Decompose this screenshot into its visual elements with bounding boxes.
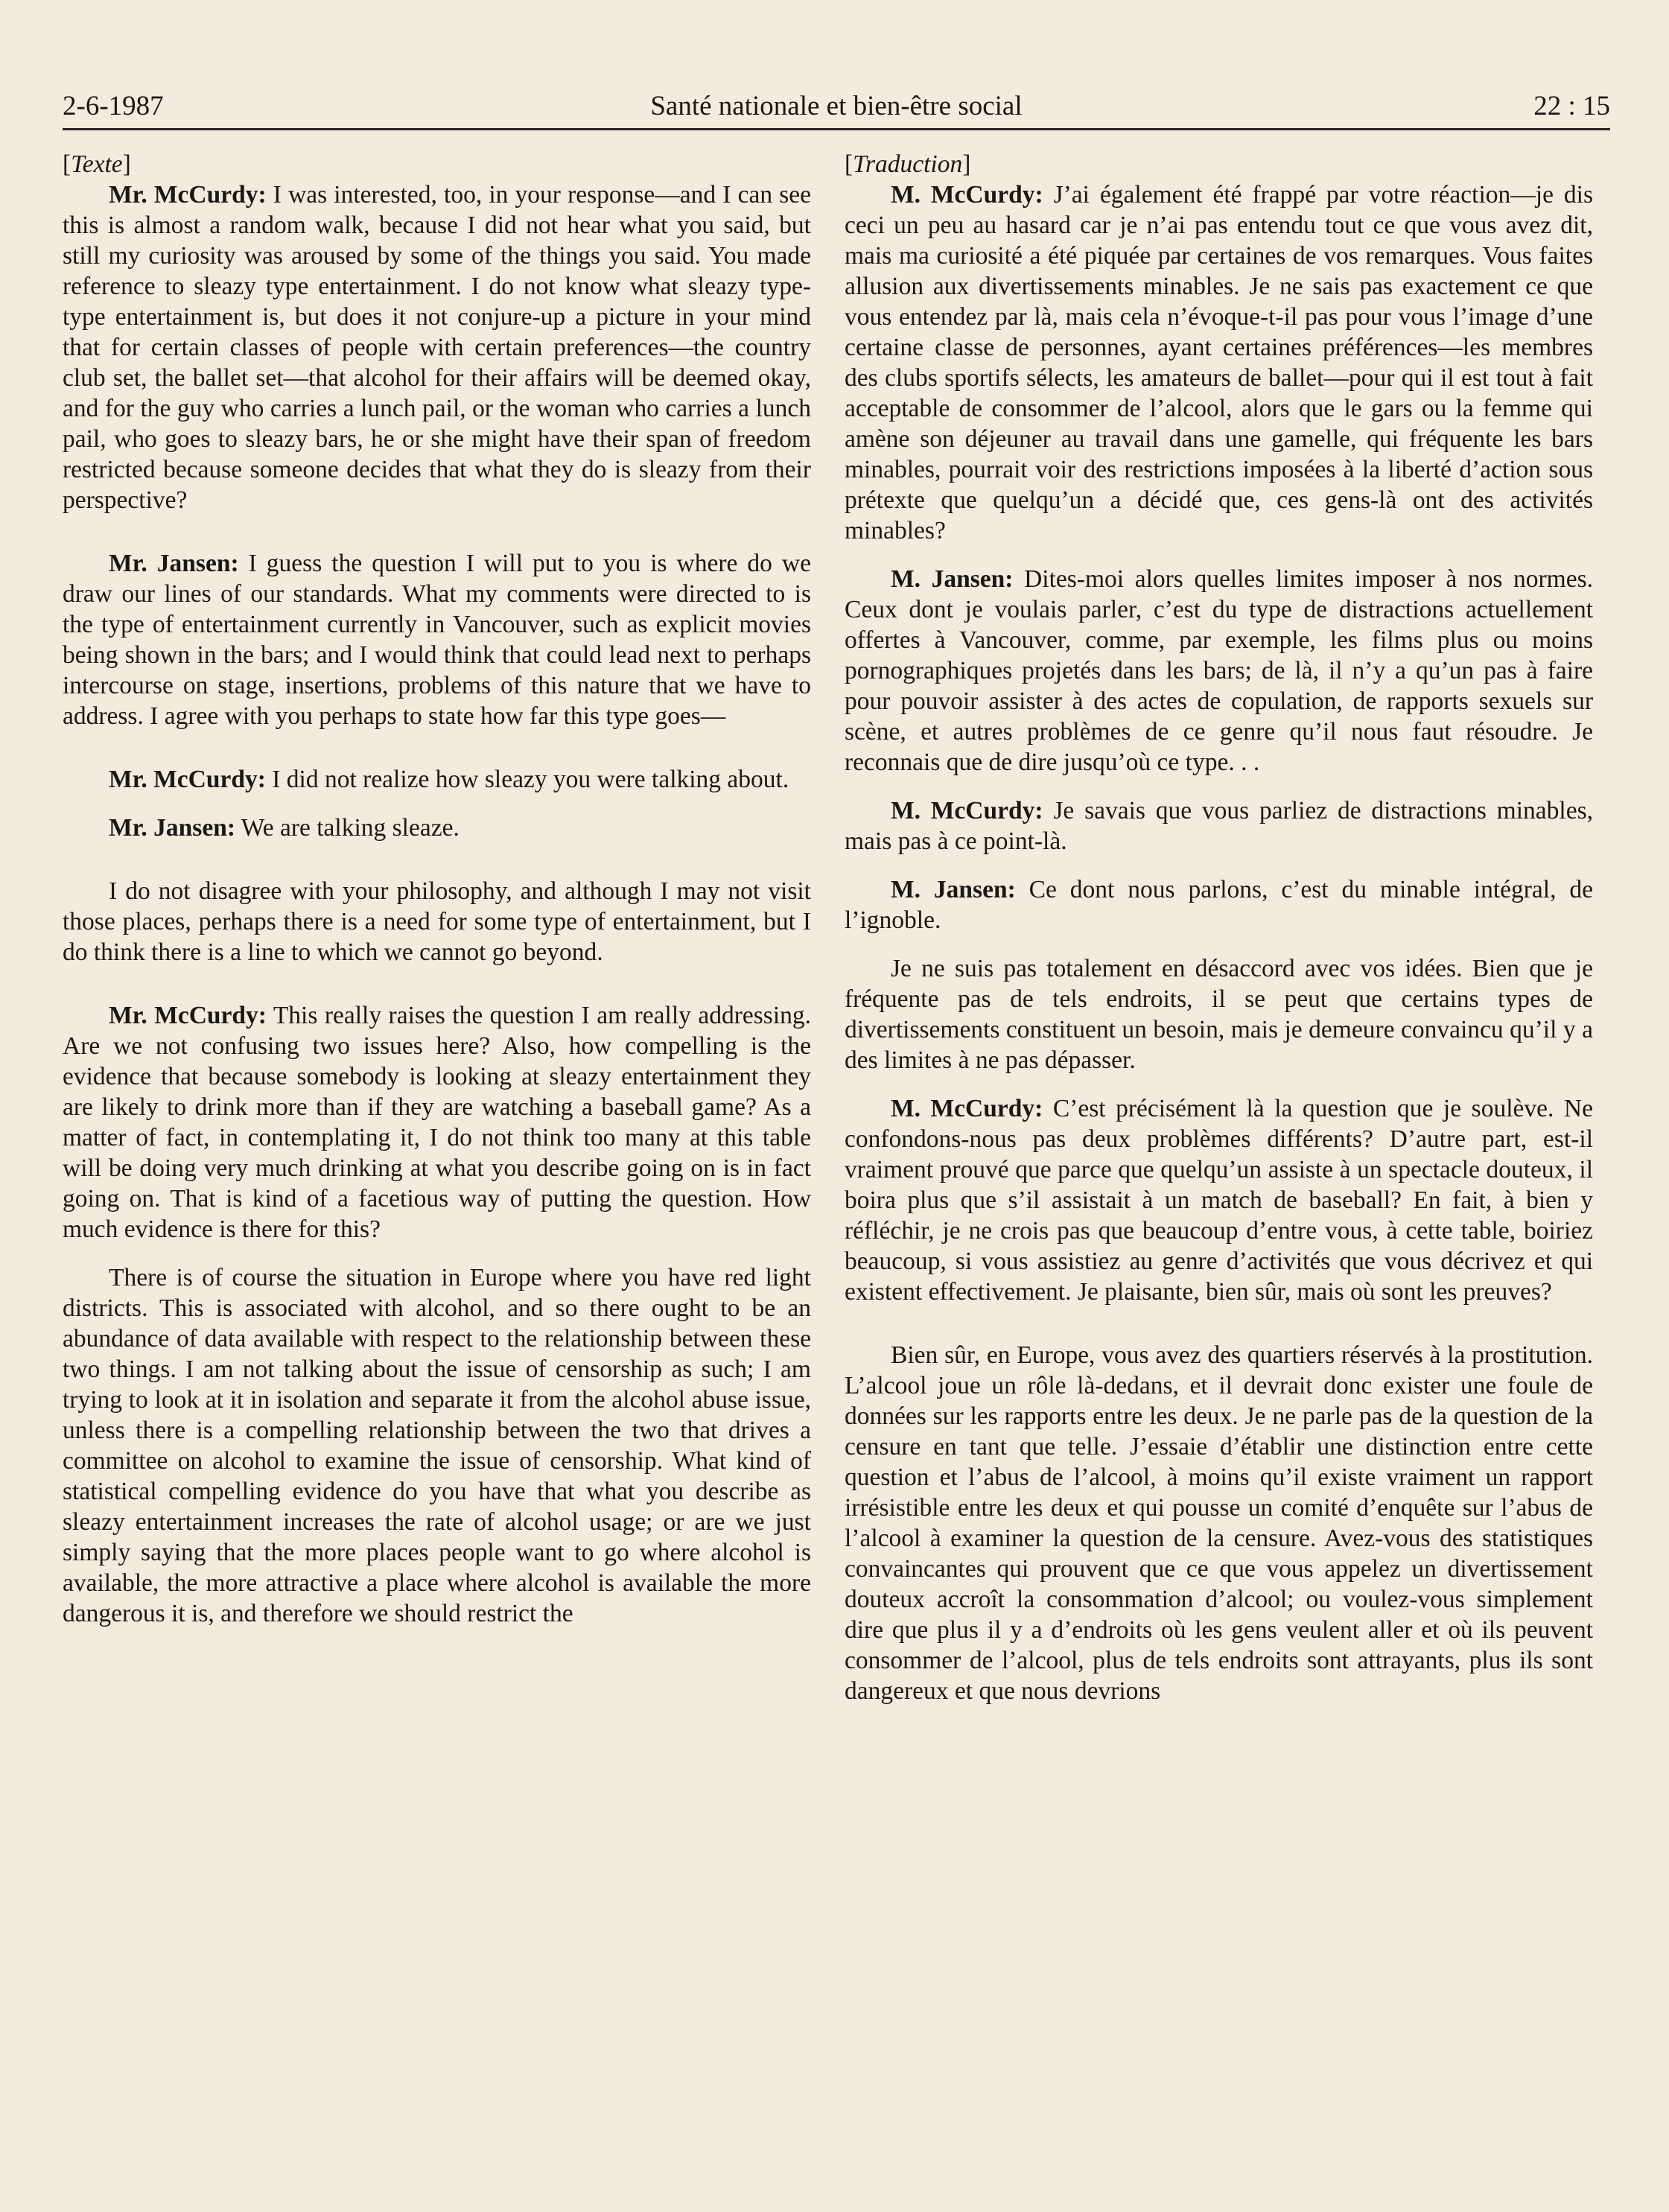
paragraph bbox=[845, 953, 1593, 1075]
paragraph-text: I do not disagree with your philosophy, and although I may not visit those places, perhaps there is a need for some type of entertainment, but I do think there is a line to which we cannot go beyond. bbox=[63, 877, 811, 966]
paragraph bbox=[63, 179, 811, 515]
left-column bbox=[63, 149, 811, 2190]
right-column bbox=[845, 149, 1593, 2190]
paragraph-text: There is of course the situation in Europe where you have red light districts. This is associated with alcohol, and so there ought to be an abundance of data available with respect to the relationship between these two things. I am not talking about the issue of censorship as such; I am trying to look at it in isolation and separate it from the alcohol abuse issue, unless there is a compelling relationship between the two that drives a committee on alcohol to examine the issue of censorship. What kind of statistical compelling evidence do you have that what you describe as sleazy entertainment increases the rate of alcohol usage; or are we just simply saying that the more places people want to go where alcohol is available, the more attractive a place where alcohol is available the more dangerous it is, and therefore we should restrict the bbox=[63, 1264, 811, 1627]
paragraph-text: Je savais que vous parliez de distractions minables, mais pas à ce point-là. bbox=[845, 797, 1593, 855]
paragraph-text: This really raises the question I am really addressing. Are we not confusing two issues here? Also, how compelling is the evidence that because somebody is looking at sleazy entertainment they are likely to drink more than if they are watching a baseball game? As a matter of fact, in contemplating it, I do not think too many at this table will be doing very much drinking at what you describe going on is in fact going on. That is kind of a facetious way of putting the question. How much evidence is there for this? bbox=[63, 1002, 811, 1243]
paragraph-text: I did not realize how sleazy you were talking about. bbox=[265, 766, 789, 793]
speaker-name: M. Jansen: bbox=[891, 565, 1014, 593]
speaker-name: Mr. McCurdy: bbox=[109, 181, 267, 209]
speaker-name: M. McCurdy: bbox=[891, 1095, 1043, 1122]
paragraph-text: Dites-moi alors quelles limites imposer à nos normes. Ceux dont je voulais parler, c’est du type de distractions actuellement offertes à Vancouver, comme, par exemple, les films plus ou moins pornographiques projetés dans les bars; de là, il n’y a qu’un pas à faire pour pouvoir assister à des actes de copulation, de rapports sexuels sur scène, et autres problèmes de ce genre qu’il nous faut résoudre. Je reconnais que de dire jusqu’où ce type. . . bbox=[845, 565, 1593, 776]
paragraph bbox=[845, 874, 1593, 935]
language-tag-right: [Traduction] bbox=[845, 150, 971, 178]
header-title: Santé nationale et bien-être social bbox=[650, 91, 1023, 121]
paragraph bbox=[63, 764, 811, 795]
paragraph bbox=[63, 1262, 811, 1629]
header-rule bbox=[63, 128, 1610, 130]
paragraph bbox=[845, 795, 1593, 856]
speaker-name: Mr. McCurdy: bbox=[109, 1002, 267, 1029]
paragraph-text: Ce dont nous parlons, c’est du minable intégral, de l’ignoble. bbox=[845, 876, 1593, 934]
paragraph-text: Je ne suis pas totalement en désaccord avec vos idées. Bien que je fréquente pas de tels endroits, il se peut que certains types de divertissements constituent un besoin, mais je demeure convaincu qu’il y a des limites à ne pas dépasser. bbox=[845, 955, 1593, 1074]
paragraph bbox=[845, 179, 1593, 546]
speaker-name: Mr. Jansen: bbox=[109, 550, 239, 577]
page-header bbox=[63, 88, 1610, 125]
paragraph-text: Bien sûr, en Europe, vous avez des quartiers réservés à la prostitution. L’alcool joue un rôle là-dedans, et il devrait donc exister une foule de données sur les rapports entre les deux. Je ne parle pas de la question de la censure en tant que telle. J’essaie d’établir une distinction entre cette question et l’abus de l’alcool, à moins qu’il existe vraiment un rapport irrésistible entre les deux et qui pousse un comité d’enquête sur l’abus de l’alcool à examiner la question de la censure. Avez-vous des statistiques convaincantes qui prouvent que ce que vous appelez un divertissement douteux accroît la consommation d’alcool; ou voulez-vous simplement dire que plus il y a d’endroits où les gens veulent aller et où ils peuvent consommer de l’alcool, plus de tels endroits sont attrayants, plus ils sont dangereux et que nous devrions bbox=[845, 1341, 1593, 1705]
paragraph bbox=[63, 1000, 811, 1245]
paragraph-text: I guess the question I will put to you is where do we draw our lines of our standards. What my comments were directed to is the type of entertainment currently in Vancouver, such as explicit movies being shown in the bars; and I would think that could lead next to perhaps intercourse on stage, insertions, problems of this nature that we have to address. I agree with you perhaps to state how far this type goes— bbox=[63, 550, 811, 730]
paragraph bbox=[845, 1340, 1593, 1706]
header-page-number: 22 : 15 bbox=[1533, 91, 1610, 121]
speaker-name: M. McCurdy: bbox=[891, 797, 1043, 824]
paragraph-text: We are talking sleaze. bbox=[235, 814, 460, 842]
speaker-name: M. Jansen: bbox=[891, 876, 1016, 903]
paragraph bbox=[63, 876, 811, 967]
speaker-name: Mr. Jansen: bbox=[109, 814, 235, 842]
paragraph-text: I was interested, too, in your response—and I can see this is almost a random walk, because I did not hear what you said, but still my curiosity was aroused by some of the things you said. You made reference to sleazy type entertainment. I do not know what sleazy type-type entertainment is, but does it not conjure-up a picture in your mind that for certain classes of people with certain preferences—the country club set, the ballet set—that alcohol for their affairs will be deemed okay, and for the guy who carries a lunch pail, or the woman who carries a lunch pail, who goes to sleazy bars, he or she might have their span of freedom restricted because someone decides that what they do is sleazy from their perspective? bbox=[63, 181, 811, 514]
language-tag-left: [Texte] bbox=[63, 150, 131, 178]
paragraph-text: J’ai également été frappé par votre réaction—je dis ceci un peu au hasard car je n’ai pas entendu tout ce que vous avez dit, mais ma curiosité a été piquée par certaines de vos remarques. Vous faites allusion aux divertissements minables. Je ne sais pas exactement ce que vous entendez par là, mais cela n’évoque-t-il pas pour vous l’image d’une certaine classe de personnes, ayant certaines préférences—les membres des clubs sportifs sélects, les amateurs de ballet—pour qui il est tout à fait acceptable de consommer de l’alcool, alors que le gars ou la femme qui amène son déjeuner au travail dans une gamelle, qui fréquente les bars minables, pourrait voir des restrictions imposées à la liberté d’action sous prétexte que quelqu’un a décidé que, ces gens-là ont des activités minables? bbox=[845, 181, 1593, 544]
speaker-name: Mr. McCurdy: bbox=[109, 766, 266, 793]
paragraph bbox=[63, 548, 811, 731]
header-date: 2-6-1987 bbox=[63, 91, 164, 121]
paragraph-text: C’est précisément là la question que je soulève. Ne confondons-nous pas deux problèmes différents? D’autre part, est-il vraiment prouvé que parce que quelqu’un assiste à un spectacle douteux, il boira plus que s’il assistait à un match de baseball? En fait, à bien y réfléchir, je ne crois pas que beaucoup d’entre vous, à cette table, boiriez beaucoup, si vous assistiez au genre d’activités que vous décrivez et qui existent effectivement. Je plaisante, bien sûr, mais où sont les preuves? bbox=[845, 1095, 1593, 1306]
paragraph bbox=[845, 1093, 1593, 1307]
paragraph bbox=[845, 564, 1593, 778]
paragraph bbox=[63, 813, 811, 843]
speaker-name: M. McCurdy: bbox=[891, 181, 1043, 209]
